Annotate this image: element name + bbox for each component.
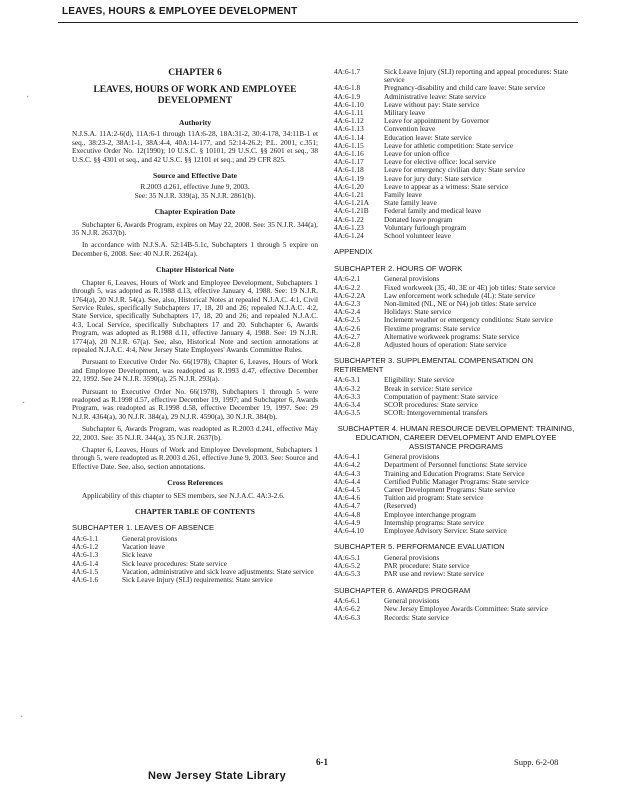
toc-entry-number: 4A:6-1.9: [334, 91, 361, 101]
toc-entry-number: 4A:6-2.8: [334, 340, 361, 350]
toc-entry: [334, 494, 578, 502]
cross-references-heading: Cross References: [167, 478, 223, 488]
toc-entry-number: 4A:6-1.19: [334, 173, 364, 183]
toc-entry-title: Break in service: State service: [384, 383, 473, 393]
toc-entry-title: Leave for union office: [384, 149, 450, 159]
toc-entry-title: State family leave: [384, 198, 437, 208]
source-heading: Source and Effective Date: [152, 171, 237, 181]
toc-entry-title: Adjusted hours of operation: State service: [384, 340, 507, 350]
toc-entry-title: General provisions: [122, 534, 178, 544]
toc-entry-number: 4A:6-1.23: [334, 222, 364, 232]
header-rule: [58, 22, 578, 23]
toc-subchapter-2: [334, 275, 578, 349]
history-paragraph: Pursuant to Executive Order No. 66(1978), Subchapters 1 through 5 were readopted as R.1998 d.57, effective December 19, 1997; and Subchapter 6, Awards Program, was readopted as R.1998 d.58, effective December 19, 1997. See: 29 N.J.R. 4364(a), 30 N.J.R. 384(a), 29 N.J.R. 4590(a), 30 N.J.R. 384(b).: [72, 386, 318, 421]
toc-entry-title: Alternative workweek programs: State service: [384, 331, 520, 341]
toc-entry-title: Department of Personnel functions: State service: [384, 460, 527, 470]
history-heading: Chapter Historical Note: [156, 265, 234, 275]
toc-entry-number: 4A:6-1.3: [72, 550, 99, 560]
toc-entry: [334, 300, 578, 308]
appendix-label: APPENDIX: [334, 247, 373, 257]
toc-entry-title: School volunteer leave: [384, 231, 451, 241]
toc-entry: [334, 605, 578, 613]
toc-entry: [334, 527, 578, 535]
toc-entry-number: 4A:6-1.10: [334, 99, 364, 109]
toc-entry-title: Voluntary furlough program: [384, 222, 467, 232]
toc-entry: [334, 570, 578, 578]
toc-entry-number: 4A:6-4.5: [334, 485, 361, 495]
toc-entry-number: 4A:6-1.1: [72, 534, 99, 544]
toc-entry-title: Pregnancy-disability and child care leave: State service: [384, 83, 546, 93]
toc-entry-title: Internship programs: State service: [384, 517, 484, 527]
expiration-paragraph: In accordance with N.J.S.A. 52:14B-5.1c, Subchapters 1 through 5 expire on December 6, 2008. See: 40 N.J.R. 2624(a).: [72, 240, 318, 258]
toc-entry-title: Leave for elective office: local service: [384, 157, 496, 167]
toc-entry-title: Family leave: [384, 190, 422, 200]
toc-entry-title: Leave for athletic competition: State service: [384, 140, 514, 150]
toc-entry-title: Convention leave: [384, 124, 436, 134]
toc-entry-title: PAR use and review: State service: [384, 569, 485, 579]
toc-entry-number: 4A:6-2.4: [334, 307, 361, 317]
toc-entry-number: 4A:6-4.7: [334, 501, 361, 511]
toc-entry-number: 4A:6-1.17: [334, 157, 364, 167]
toc-heading: CHAPTER TABLE OF CONTENTS: [135, 507, 255, 517]
toc-entry: [334, 191, 578, 199]
toc-entry-number: 4A:6-1.5: [72, 566, 99, 576]
toc-entry-title: Records: State service: [384, 612, 449, 622]
source-line: See: 35 N.J.R. 339(a), 35 N.J.R. 2861(b).: [134, 190, 256, 200]
toc-entry-number: 4A:6-2.2A: [334, 290, 366, 300]
toc-entry-number: 4A:6-1.12: [334, 116, 364, 126]
toc-entry: [72, 576, 318, 584]
toc-entry-title: PAR procedure: State service: [384, 561, 470, 571]
toc-entry-title: General provisions: [384, 552, 440, 562]
toc-entry-title: Education leave: State service: [384, 132, 472, 142]
toc-entry-title: Fixed workweek (35, 40, 3E or 4E) job titles: State service: [384, 282, 556, 292]
source-line: R.2003 d.261, effective June 9, 2003.: [140, 182, 250, 192]
toc-entry-number: 4A:6-1.13: [334, 124, 364, 134]
toc-entry-number: 4A:6-1.21B: [334, 206, 369, 216]
toc-entry-number: 4A:6-1.15: [334, 140, 364, 150]
toc-entry-number: 4A:6-1.24: [334, 231, 364, 241]
subchapter-4-title: SUBCHAPTER 4. HUMAN RESOURCE DEVELOPMENT: TRAINING, EDUCATION, CAREER DEVELOPMENT AND EMPLOYEE ASSISTANCE PROGRAMS: [337, 424, 575, 451]
margin-mark: ·: [22, 398, 26, 409]
toc-entry-number: 4A:6-2.5: [334, 315, 361, 325]
toc-entry-title: Inclement weather or emergency conditions: State service: [384, 315, 553, 325]
toc-entry-number: 4A:6-2.1: [334, 274, 361, 284]
toc-entry-title: Leave to appear as a witness: State service: [384, 181, 509, 191]
toc-entry: [334, 232, 578, 240]
toc-entry-title: Flextime programs: State service: [384, 323, 481, 333]
toc-entry-number: 4A:6-1.22: [334, 214, 364, 224]
running-header: LEAVES, HOURS & EMPLOYEE DEVELOPMENT: [62, 6, 298, 17]
library-stamp: New Jersey State Library: [148, 770, 287, 782]
supplement-date: Supp. 6-2-08: [514, 757, 559, 767]
toc-entry-number: 4A:6-6.1: [334, 596, 361, 606]
toc-entry-number: 4A:6-1.6: [72, 575, 99, 585]
toc-entry-title: General provisions: [384, 274, 440, 284]
toc-entry-title: Certified Public Manager Programs: State service: [384, 476, 529, 486]
toc-entry-title: Donated leave program: [384, 214, 453, 224]
toc-entry-number: 4A:6-1.4: [72, 558, 99, 568]
history-paragraph: Pursuant to Executive Order No. 66(1978), Chapter 6, Leaves, Hours of Work and Employee Development, was readopted as R.1993 d.47, effective December 22, 1992. See 24 N.J.R. 3590(a), 25 N.J.R. 293(a).: [72, 357, 318, 384]
toc-entry-number: 4A:6-1.11: [334, 108, 364, 118]
toc-entry-number: 4A:6-3.1: [334, 375, 361, 385]
toc-subchapter-3: [334, 376, 578, 417]
toc-entry-number: 4A:6-1.20: [334, 181, 364, 191]
toc-entry-title: Employee Advisory Service: State service: [384, 526, 507, 536]
toc-entry-title: Eligibility: State service: [384, 375, 455, 385]
toc-entry-title: Leave without pay: State service: [384, 99, 480, 109]
toc-entry-number: 4A:6-1.8: [334, 83, 361, 93]
toc-entry-number: 4A:6-1.7: [334, 67, 361, 76]
toc-entry-title: Vacation leave: [122, 542, 165, 552]
toc-entry-title: Training and Education Programs: State Service: [384, 468, 525, 478]
page-number: 6-1: [316, 757, 328, 767]
toc-entry: [334, 101, 578, 109]
toc-entry: [334, 614, 578, 622]
toc-entry-number: 4A:6-3.3: [334, 391, 361, 401]
toc-entry-number: 4A:6-1.2: [72, 542, 99, 552]
toc-subchapter-1-right: [334, 68, 578, 240]
toc-entry-number: 4A:6-3.5: [334, 408, 361, 418]
history-paragraph: Chapter 6, Leaves, Hours of Work and Employee Development, Subchapters 1 through 5, was adopted as R.1988 d.13, effective January 4, 1988. See: 19 N.J.R. 1764(a), 20 N.J.R. 54(a). See, also, Historical Notes at repealed N.J.A.C. 4:1, Civil Service Rules, specifically Subchapters 17, 18, 20 and 26; repealed N.J.A.C. 4:2, State Service, specifically Subchapters 17, 18, 20 and 26; and repealed N.J.A.C. 4:3, Local Service, specifically Subchapters 17 and 20. Subchapter 6, Awards Program, was adopted as R.1988 d.11, effective January 4, 1988. See: 19 N.J.R. 1774(a), 20 N.J.R. 67(a). See, also, Historical Note and section annotations at repealed N.J.A.C. 4:4, New Jersey State Employees' Awards Committee Rules.: [72, 277, 318, 354]
toc-entry-number: 4A:6-2.3: [334, 299, 361, 309]
toc-entry-title: Career Development Programs: State service: [384, 485, 516, 495]
toc-entry-title: Employee interchange program: [384, 509, 476, 519]
toc-entry-number: 4A:6-2.6: [334, 323, 361, 333]
expiration-paragraph: Subchapter 6, Awards Program, expires on May 22, 2008. See: 35 N.J.R. 344(a), 35 N.J.R. 2637(b).: [72, 219, 318, 238]
toc-entry-title: Sick leave procedures: State service: [122, 558, 227, 568]
cross-references-text: Applicability of this chapter to SES members, see N.J.A.C. 4A:3-2.6.: [82, 490, 285, 500]
toc-entry: [72, 535, 318, 543]
toc-entry-number: 4A:6-4.10: [334, 526, 364, 536]
toc-subchapter-1-left: [72, 535, 318, 584]
toc-entry-title: Sick Leave Injury (SLI) reporting and appeal procedures: State service: [384, 67, 568, 85]
toc-entry-number: 4A:6-2.7: [334, 331, 361, 341]
toc-entry-title: Leave for jury duty: State service: [384, 173, 482, 183]
toc-entry-title: Sick Leave Injury (SLI) requirements: State service: [122, 575, 273, 585]
toc-entry: [334, 183, 578, 191]
toc-entry: [72, 543, 318, 551]
toc-entry-number: 4A:6-4.8: [334, 509, 361, 519]
toc-entry-title: Leave for appointment by Governor: [384, 116, 490, 126]
toc-entry-title: Sick leave: [122, 550, 153, 560]
right-column: [334, 68, 578, 622]
margin-mark: ·: [20, 712, 24, 723]
toc-entry-number: 4A:6-4.4: [334, 476, 361, 486]
toc-entry-number: 4A:6-3.2: [334, 383, 361, 393]
toc-entry-number: 4A:6-4.3: [334, 468, 361, 478]
subchapter-3-title: SUBCHAPTER 3. SUPPLEMENTAL COMPENSATION ON RETIREMENT: [334, 356, 534, 374]
toc-entry-number: 4A:6-3.4: [334, 400, 361, 410]
history-paragraph: Subchapter 6, Awards Program, was readopted as R.2003 d.241, effective May 22, 2003. See: 35 N.J.R. 344(a), 35 N.J.R. 2637(b).: [72, 424, 318, 442]
expiration-heading: Chapter Expiration Date: [154, 207, 236, 217]
history-paragraph: Chapter 6, Leaves, Hours of Work and Employee Development, Subchapters 1 through 5, were readopted as R.2003 d.261, effective June 9, 2003. See: Source and Effective Date. See, also, section annotations.: [72, 445, 318, 471]
toc-entry-number: 4A:6-1.16: [334, 149, 364, 159]
toc-entry-number: 4A:6-6.3: [334, 612, 361, 622]
toc-entry-number: 4A:6-5.3: [334, 569, 361, 579]
toc-entry: [334, 224, 578, 232]
toc-entry-title: Federal family and medical leave: [384, 206, 482, 216]
toc-entry-title: Military leave: [384, 108, 426, 118]
chapter-number: CHAPTER 6: [168, 68, 222, 78]
toc-entry-number: 4A:6-1.14: [334, 132, 364, 142]
toc-entry-title: SCOR procedures: State service: [384, 400, 478, 410]
toc-entry-title: Holidays: State service: [384, 307, 452, 317]
toc-entry-title: Leave for emergency civilian duty: State service: [384, 165, 526, 175]
toc-entry-number: 4A:6-1.18: [334, 165, 364, 175]
toc-entry-number: 4A:6-5.1: [334, 552, 361, 562]
toc-entry: [334, 68, 578, 84]
toc-entry-title: (Reserved): [384, 501, 417, 511]
toc-entry-title: Law enforcement work schedule (4L): State service: [384, 290, 536, 300]
toc-entry-number: 4A:6-2.2: [334, 282, 361, 292]
toc-entry-number: 4A:6-1.21A: [334, 198, 370, 208]
subchapter-5-title: SUBCHAPTER 5. PERFORMANCE EVALUATION: [334, 542, 505, 552]
toc-entry-number: 4A:6-4.1: [334, 452, 361, 462]
toc-subchapter-4: [334, 453, 578, 535]
margin-mark: ·: [26, 92, 30, 103]
toc-entry: [334, 142, 578, 150]
toc-entry: [334, 207, 578, 215]
subchapter-6-title: SUBCHAPTER 6. AWARDS PROGRAM: [334, 585, 471, 595]
toc-entry-number: 4A:6-6.2: [334, 604, 361, 614]
toc-entry-title: New Jersey Employee Awards Committee: State service: [384, 604, 548, 614]
subchapter-1-title: SUBCHAPTER 1. LEAVES OF ABSENCE: [72, 523, 215, 533]
toc-entry-title: Vacation, administrative and sick leave adjustments: State service: [122, 566, 314, 576]
toc-entry-number: 4A:6-5.2: [334, 561, 361, 571]
toc-entry-title: SCOR: Intergovernmental transfers: [384, 408, 488, 418]
toc-entry-title: General provisions: [384, 452, 440, 462]
toc-entry-title: Non-limited (NL, NE or N4) job titles: State service: [384, 299, 537, 309]
toc-entry-number: 4A:6-4.2: [334, 460, 361, 470]
authority-heading: Authority: [178, 118, 212, 127]
toc-entry-number: 4A:6-4.9: [334, 517, 361, 527]
toc-entry-number: 4A:6-4.6: [334, 493, 361, 503]
toc-entry-number: 4A:6-1.21: [334, 190, 364, 200]
toc-entry-title: Administrative leave: State service: [384, 91, 486, 101]
toc-entry-title: General provisions: [384, 596, 440, 606]
toc-subchapter-6: [334, 597, 578, 622]
chapter-title: LEAVES, HOURS OF WORK AND EMPLOYEE DEVELOPMENT: [93, 85, 297, 106]
subchapter-2-title: SUBCHAPTER 2. HOURS OF WORK: [334, 263, 463, 273]
toc-entry-title: Tuition aid program: State service: [384, 493, 484, 503]
toc-entry: [334, 117, 578, 125]
toc-subchapter-5: [334, 554, 578, 579]
authority-text: N.J.S.A. 11A:2-6(d), 11A:6-1 through 11A:6-28, 18A:31-2, 30:4-178, 34:11B-1 et seq., 38:23-2, 38A:1-1, 38A:4-4, 40A:14-177, and 52:14-26.2; P.L. 2001, c.351; Executive Order No. 12(1990); 10 U.S.C. § 10101, 29 U.S.C. §§ 2601 et seq., 38 U.S.C. §§ 4301 et seq., and 42 U.S.C. §§ 12101 et seq.; and 29 CFR 825.: [72, 129, 318, 164]
left-column: [72, 62, 318, 584]
toc-entry-title: Computation of payment: State service: [384, 391, 498, 401]
toc-entry: [334, 409, 578, 417]
toc-entry: [334, 341, 578, 349]
